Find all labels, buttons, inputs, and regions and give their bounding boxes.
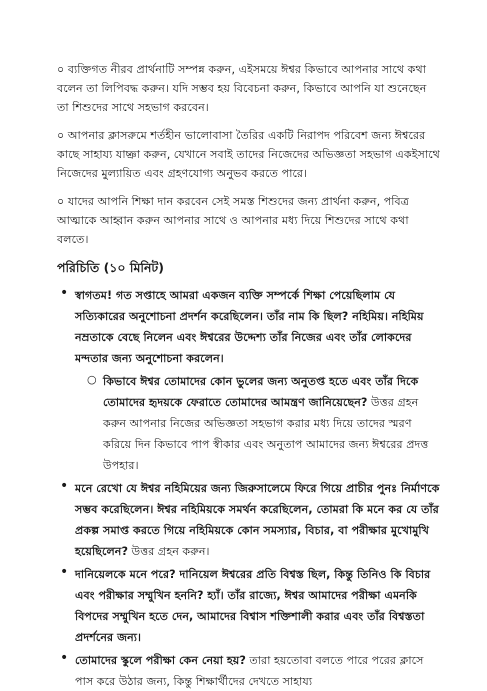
circle-bullet-icon: ○ <box>87 373 97 386</box>
bullet-text: উত্তর গ্রহন করুন। <box>127 545 210 558</box>
list-item <box>57 649 441 691</box>
bullet-icon: • <box>60 564 69 580</box>
bullet-icon: • <box>60 478 69 494</box>
list-item <box>57 563 441 647</box>
bullet-icon: • <box>60 285 69 301</box>
bullet-text: তারা হয়তোবা বলতে পারে পরের ক্লাসে পাস করে উঠার জন্য, কিন্তু শিক্ষার্থীদের দেখতে সাহায্য <box>75 654 424 688</box>
list-item <box>57 284 441 475</box>
bullet-bold-text: মনে রেখো যে ঈশ্বর নহিমিয়ের জন্য জিরুসালেমে ফিরে গিয়ে প্রাচীর পুনঃ নির্মাণকে সম্ভব করেছিলেন। ঈশ্বর নহিমিয়কে সমর্থন করেছিলেন, তোমরা কি মনে কর যে তাঁর প্রকল্প সমাপ্ত করতে গিয়ে নহিমিয়কে কোন সমস্যার, বিচার, বা পরীক্ষার মুখোমুখি হয়েছিলেন? <box>75 482 440 558</box>
sub-list-item <box>75 370 441 475</box>
section-heading: পরিচিতি (১০ মিনিট) <box>57 260 164 275</box>
bullet-icon: • <box>60 650 69 666</box>
prayer-paragraph-3: ০ যাদের আপনি শিক্ষা দান করবেন সেই সমস্ত শিশুদের জন্য প্রার্থনা করুন, পবিত্র আত্মাকে আহ্বান করুন আপনার সাথে ও আপনার মধ্য দিয়ে শিশুদের সাথে কথা বলতে। <box>57 195 409 246</box>
bullet-bold-text: স্বাগতম! গত সপ্তাহে আমরা একজন ব্যক্তি সম্পর্কে শিক্ষা পেয়েছিলাম যে সত্যিকারের অনুশোচনা প্রদর্শন করেছিলেন। তাঁর নাম কি ছিল? নহিমিয়। নহিমিয় নম্রতাকে বেছে নিলেন এবং ঈশ্বরের উদ্দেশ্য তাঁর নিজের এবং তাঁর লোকদের মন্দতার জন্য অনুশোচনা করলেন। <box>75 289 424 365</box>
prayer-paragraph-2: ০ আপনার ক্লাসরুমে শর্তহীন ভালোবাসা তৈরির একটি নিরাপদ পরিবেশ জন্য ঈশ্বরের কাছে সাহায্য যাচ্ঞা করুন, যেখানে সবাই তাদের নিজেদের অভিজ্ঞতা সহভাগ একইসাথে নিজেদের মুল্যায়িত এবং গ্রহণযোগ্য অনুভব করতে পারে। <box>57 129 440 180</box>
list-item <box>57 477 441 561</box>
bullet-list <box>57 284 441 691</box>
bullet-bold-text: দানিয়েলকে মনে পরে? দানিয়েল ঈশ্বরের প্রতি বিশ্বস্ত ছিল, কিন্তু তিনিও কি বিচার এবং পরীক্ষার সম্মুখিন হননি? হ্যাঁ। তাঁর রাজ্যে, ঈশ্বর আমাদের পরীক্ষা এমনকি বিপদের সম্মুখিন হতে দেন, আমাদের বিশ্বাস শক্তিশালী করার এবং তাঁর বিশ্বস্ততা প্রদর্শনের জন্য। <box>75 568 431 644</box>
sub-bullet-bold-text: কিভাবে ঈশ্বর তোমাদের কোন ভুলের জন্য অনুতপ্ত হতে এবং তাঁর দিকে তোমাদের হৃদয়কে ফেরাতে তোমাদের আমন্ত্রণ জানিয়েছেন? <box>103 375 419 409</box>
bullet-bold-text: তোমাদের স্কুলে পরীক্ষা কেন নেয়া হয়? <box>75 654 246 667</box>
sub-bullet-text: উত্তর গ্রহন করুন আপনার নিজের অভিজ্ঞতা সহভাগ করার মধ্য দিয়ে তাদের স্মরণ করিয়ে দিন কিভাবে পাপ স্বীকার এবং অনুতাপ আমাদের জন্য ঈশ্বরের প্রদত্ত উপহার। <box>103 396 429 472</box>
prayer-paragraph-1: ০ ব্যক্তিগত নীরব প্রার্থনাটি সম্পন্ন করুন, এইসময়ে ঈশ্বর কিভাবে আপনার সাথে কথা বলেন তা লিপিবদ্ধ করুন। যদি সম্ভব হয় বিবেচনা করুন, কিভাবে আপনি যা শুনেছেন তা শিশুদের সাথে সহভাগ করবেন। <box>57 63 427 114</box>
